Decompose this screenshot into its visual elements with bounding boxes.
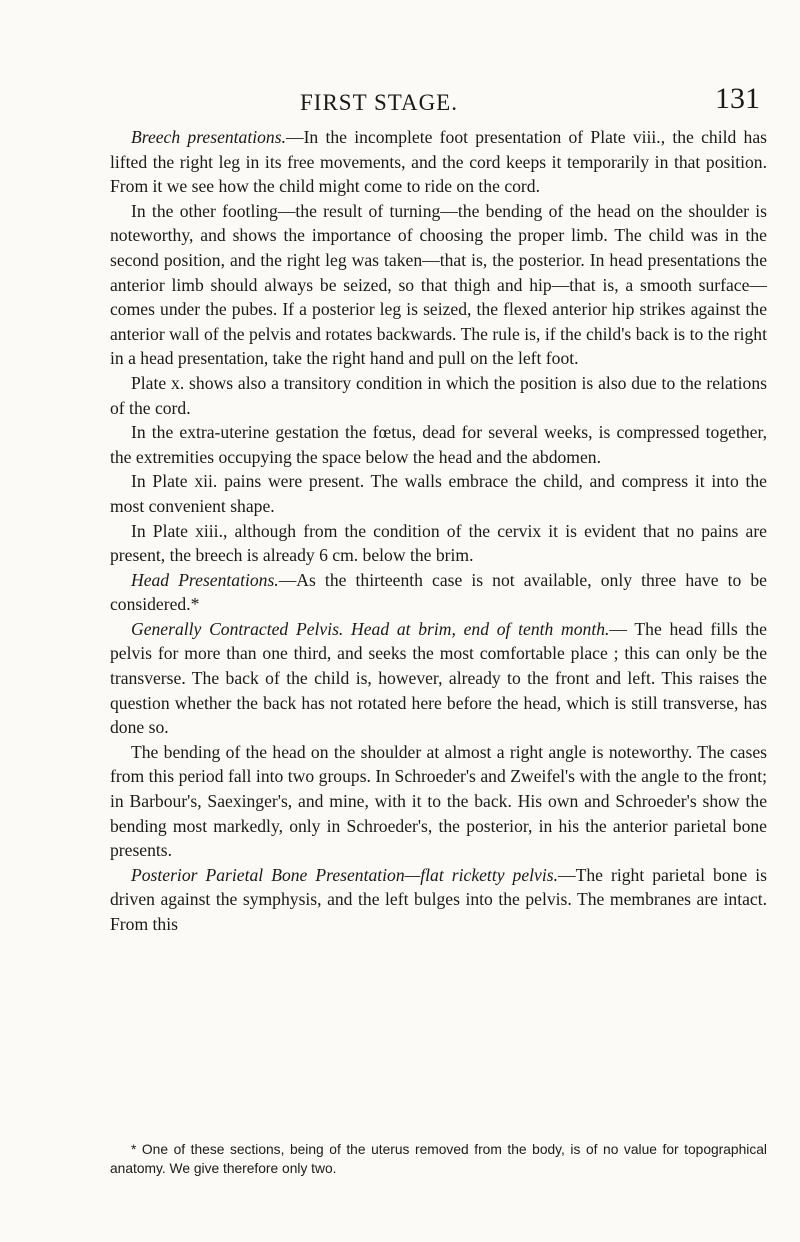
paragraph-lead: Breech presentations. [131, 127, 286, 147]
paragraph-text: —The right parietal bone is driven against the symphysis, and the left bulges into the pelvis. The membranes are intact. From this [110, 864, 767, 934]
paragraph-text: In Plate xii. pains were present. The walls embrace the child, and compress it into the most convenient shape. [110, 471, 767, 516]
paragraph-lead: Posterior Parietal Bone Presentation—flat ricketty pelvis. [131, 864, 558, 885]
paragraph-footling [110, 199, 767, 371]
paragraph-text: —As the thirteenth case is not available, only three have to be considered.* [110, 569, 767, 615]
paragraph-bending [110, 740, 767, 863]
paragraph-plate-xiii [110, 519, 767, 568]
running-head [128, 82, 768, 122]
body-text [110, 125, 767, 937]
paragraph-extra-uterine [110, 420, 767, 469]
paragraph-text: —In the incomplete foot presentation of Plate viii., the child has lifted the right leg in its free movements, and the cord keeps it temporarily in that position. From it we see how the child might come to ride on the cord. [110, 127, 767, 197]
paragraph-lead: Head Presentations. [131, 569, 279, 590]
paragraph-lead: Generally Contracted Pelvis. Head at brim, end of tenth month. [131, 618, 610, 639]
paragraph-text: In the other footling—the result of turning—the bending of the head on the shoulder is noteworthy, and shows the importance of choosing the proper limb. The child was in the second position, and the right leg was taken—that is, the posterior. In head presentations the anterior limb should always be seized, so that thigh and hip—that is, a smooth surface—comes under the pubes. If a posterior leg is seized, the flexed anterior hip strikes against the anterior wall of the pelvis and rotates backwards. The rule is, if the child's back is to the right in a head presentation, take the right hand and pull on the left foot. [110, 200, 767, 369]
paragraph-text: Plate x. shows also a transitory condition in which the position is also due to the relations of the cord. [110, 372, 767, 418]
paragraph-plate-x [110, 371, 767, 420]
paragraph-head-presentations [110, 568, 767, 617]
paragraph-plate-xii [110, 469, 767, 518]
paragraph-breech [110, 125, 767, 199]
page-number: 131 [715, 82, 760, 115]
paragraph-text: The bending of the head on the shoulder at almost a right angle is noteworthy. The cases from this period fall into two groups. In Schroeder's and Zweifel's with the angle to the front; in Barbour's, Saexinger's, and mine, with it to the back. His own and Schroeder's show the bending most markedly, only in Schroeder's, the posterior, in his the anterior parietal bone presents. [110, 741, 767, 861]
chapter-title: FIRST STAGE. [300, 90, 458, 115]
paragraph-contracted-pelvis [110, 617, 767, 740]
footnote: * One of these sections, being of the uterus removed from the body, is of no value for topographical anatomy. We give therefore only two. [110, 1142, 767, 1176]
paragraph-text: In Plate xiii., although from the condition of the cervix it is evident that no pains are present, the breech is already 6 cm. below the brim. [110, 520, 767, 566]
paragraph-parietal [110, 863, 767, 937]
paragraph-text: — The head fills the pelvis for more than one third, and seeks the most comfortable place ; this can only be the transverse. The back of the child is, however, already to the front and left. This raises the question whether the back has not rotated here before the head, which is still transverse, has done so. [110, 618, 767, 738]
paragraph-text: In the extra-uterine gestation the fœtus, dead for several weeks, is compressed together, the extremities occupying the space below the head and the abdomen. [110, 422, 767, 467]
